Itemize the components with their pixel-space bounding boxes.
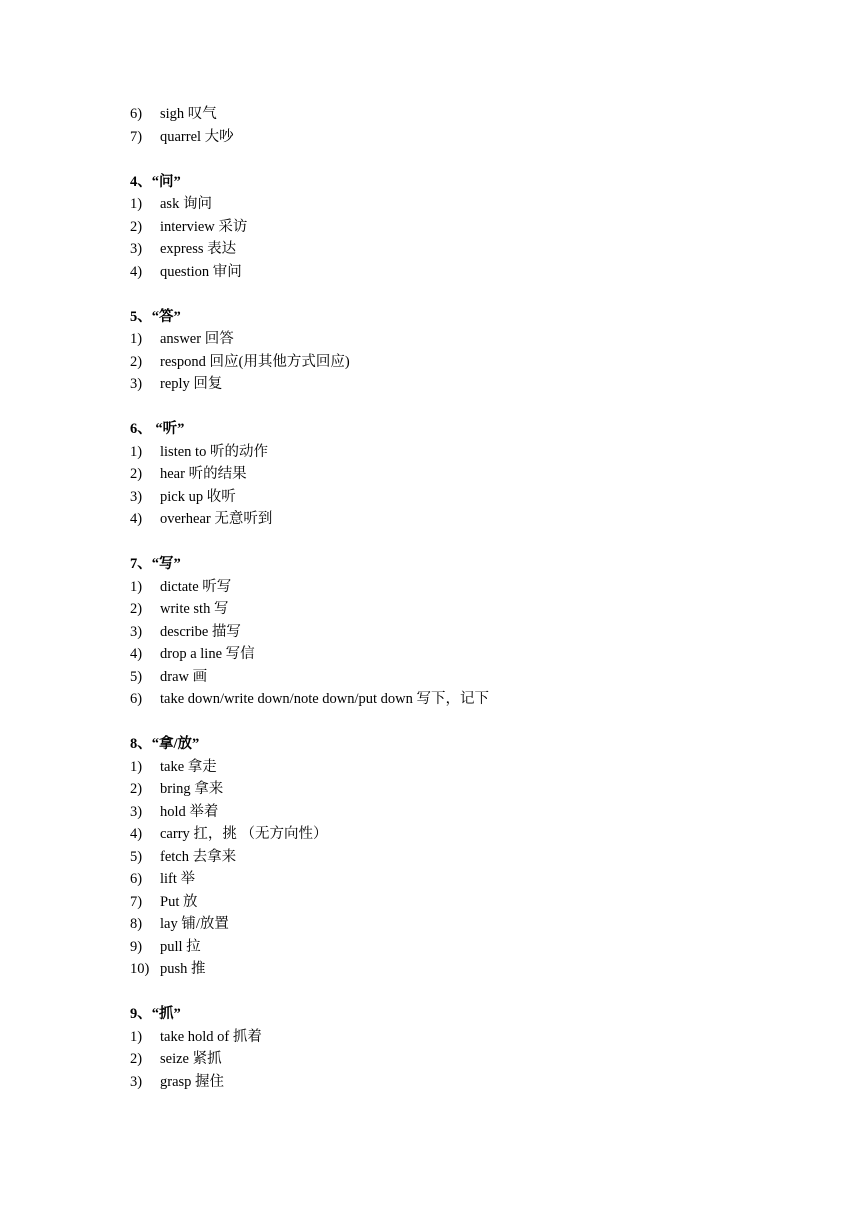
item-text: hear 听的结果 xyxy=(160,466,247,482)
list-item xyxy=(130,441,770,464)
item-number: 6) xyxy=(130,106,143,122)
vocabulary-list xyxy=(130,103,770,1093)
item-number: 3) xyxy=(130,241,143,257)
item-number: 6) xyxy=(130,691,143,707)
item-text: express 表达 xyxy=(160,241,237,257)
item-number: 2) xyxy=(130,781,143,797)
list-item xyxy=(130,463,770,486)
list-item xyxy=(130,598,770,621)
item-text: interview 采访 xyxy=(160,218,248,235)
list-item xyxy=(130,103,770,126)
section-heading: 5、“答” xyxy=(130,308,181,325)
section-heading: 6、 “听” xyxy=(130,421,185,437)
item-text: draw 画 xyxy=(160,668,208,685)
item-number: 2) xyxy=(130,353,143,370)
list-item xyxy=(130,846,770,869)
item-number: 7) xyxy=(130,893,143,910)
item-number: 1) xyxy=(130,578,143,595)
item-text: take down/write down/note down/put down 写下，记下 xyxy=(160,691,490,707)
item-text: listen to 听的动作 xyxy=(160,443,268,460)
item-number: 8) xyxy=(130,916,143,932)
list-item xyxy=(130,328,770,351)
list-item xyxy=(130,126,770,149)
item-text: lift 举 xyxy=(160,871,196,887)
list-item xyxy=(130,823,770,846)
section-heading: 8、“拿/放” xyxy=(130,736,200,752)
item-text: push 推 xyxy=(160,961,206,977)
spacer xyxy=(130,531,770,554)
item-number: 3) xyxy=(130,803,143,820)
spacer xyxy=(130,283,770,306)
item-number: 6) xyxy=(130,871,143,887)
list-item xyxy=(130,801,770,824)
vocab-group xyxy=(130,306,770,396)
item-number: 1) xyxy=(130,443,143,460)
list-item xyxy=(130,576,770,599)
item-number: 3) xyxy=(130,376,143,392)
item-number: 4) xyxy=(130,263,143,280)
list-item xyxy=(130,688,770,711)
item-number: 1) xyxy=(130,1028,143,1045)
vocab-group xyxy=(130,418,770,531)
section-heading: 7、“写” xyxy=(130,556,181,572)
item-number: 4) xyxy=(130,511,143,527)
item-number: 1) xyxy=(130,758,143,775)
item-number: 4) xyxy=(130,826,143,842)
item-text: hold 举着 xyxy=(160,803,219,820)
section-heading: 4、“问” xyxy=(130,173,181,190)
item-text: take 拿走 xyxy=(160,758,217,775)
spacer xyxy=(130,396,770,419)
item-text: lay 铺/放置 xyxy=(160,916,229,932)
item-text: ask 询问 xyxy=(160,196,212,212)
list-item xyxy=(130,508,770,531)
vocab-group xyxy=(130,733,770,981)
vocab-group xyxy=(130,171,770,284)
item-number: 2) xyxy=(130,218,143,235)
spacer xyxy=(130,981,770,1004)
item-text: write sth 写 xyxy=(160,601,229,617)
item-number: 2) xyxy=(130,1051,143,1067)
item-text: Put 放 xyxy=(160,893,198,910)
item-text: overhear 无意听到 xyxy=(160,511,273,527)
item-number: 3) xyxy=(130,623,143,640)
list-item xyxy=(130,1026,770,1049)
list-item xyxy=(130,373,770,396)
item-number: 2) xyxy=(130,601,143,617)
item-text: dictate 听写 xyxy=(160,578,232,595)
list-item xyxy=(130,621,770,644)
list-item xyxy=(130,643,770,666)
list-item xyxy=(130,486,770,509)
item-text: describe 描写 xyxy=(160,623,241,640)
vocab-group xyxy=(130,1003,770,1093)
item-text: fetch 去拿来 xyxy=(160,848,237,865)
item-text: take hold of 抓着 xyxy=(160,1028,262,1045)
list-item xyxy=(130,193,770,216)
item-number: 1) xyxy=(130,196,143,212)
item-number: 3) xyxy=(130,1073,143,1090)
item-number: 5) xyxy=(130,848,143,865)
spacer xyxy=(130,148,770,171)
list-item xyxy=(130,913,770,936)
list-item xyxy=(130,261,770,284)
list-item xyxy=(130,1048,770,1071)
item-number: 1) xyxy=(130,331,143,347)
item-text: carry 扛，挑 （无方向性） xyxy=(160,826,328,842)
list-item xyxy=(130,958,770,981)
item-text: respond 回应(用其他方式回应) xyxy=(160,353,350,370)
vocab-group xyxy=(130,553,770,711)
list-item xyxy=(130,778,770,801)
item-text: seize 紧抓 xyxy=(160,1051,222,1067)
list-item xyxy=(130,936,770,959)
section-heading: 9、“抓” xyxy=(130,1006,181,1022)
list-item xyxy=(130,1071,770,1094)
list-item xyxy=(130,238,770,261)
item-text: reply 回复 xyxy=(160,376,223,392)
item-text: pick up 收听 xyxy=(160,488,236,505)
list-item xyxy=(130,756,770,779)
item-text: quarrel 大吵 xyxy=(160,128,234,145)
list-item xyxy=(130,891,770,914)
list-item xyxy=(130,868,770,891)
item-number: 3) xyxy=(130,488,143,505)
item-number: 2) xyxy=(130,466,143,482)
item-text: answer 回答 xyxy=(160,331,234,347)
item-text: sigh 叹气 xyxy=(160,106,217,122)
item-number: 10) xyxy=(130,961,150,977)
item-text: grasp 握住 xyxy=(160,1073,225,1090)
list-item xyxy=(130,216,770,239)
list-item xyxy=(130,351,770,374)
item-text: bring 拿来 xyxy=(160,781,224,797)
item-number: 5) xyxy=(130,668,143,685)
item-text: drop a line 写信 xyxy=(160,646,255,662)
list-item xyxy=(130,666,770,689)
item-number: 4) xyxy=(130,646,143,662)
item-text: pull 拉 xyxy=(160,938,201,955)
vocab-group xyxy=(130,103,770,148)
item-number: 9) xyxy=(130,938,143,955)
item-text: question 审问 xyxy=(160,263,242,280)
item-number: 7) xyxy=(130,128,143,145)
spacer xyxy=(130,711,770,734)
